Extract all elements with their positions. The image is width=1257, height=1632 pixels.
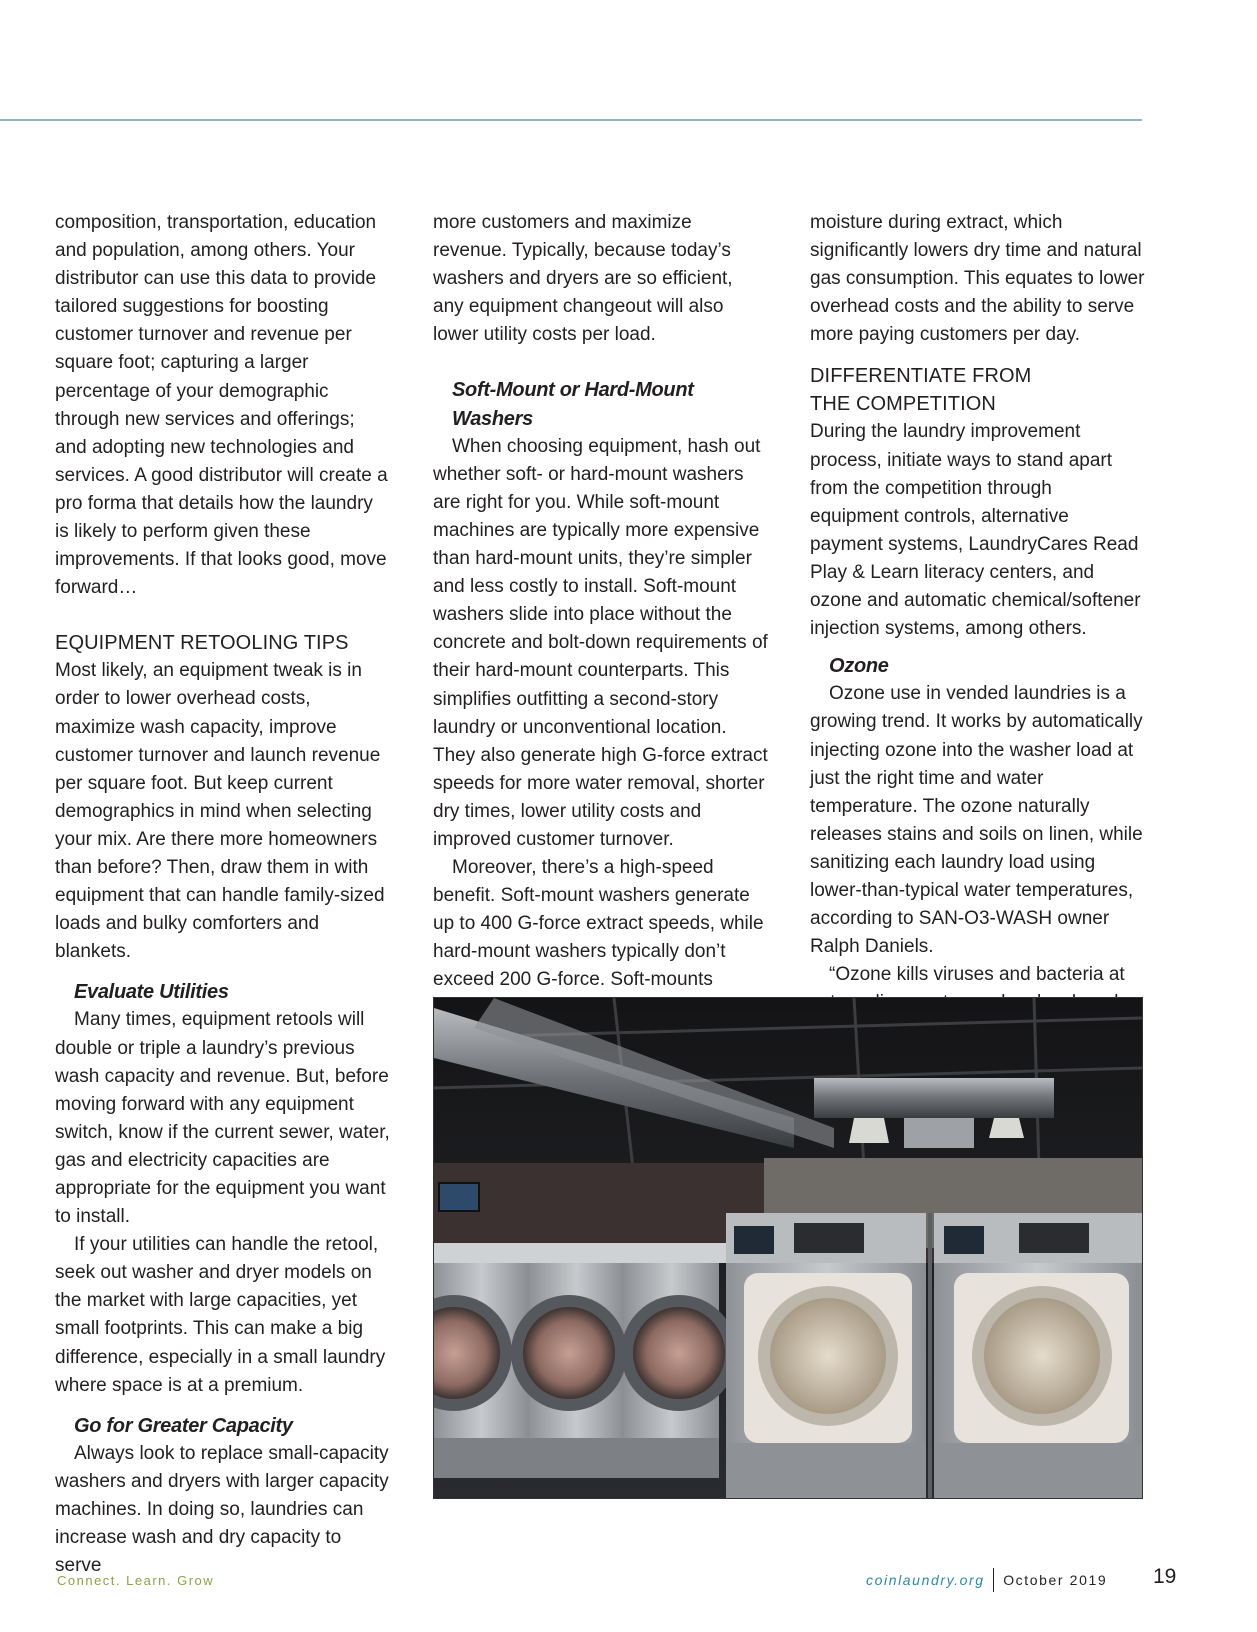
paragraph: Many times, equipment retools will double or triple a laundry’s previous wash capacity and revenue. But, before moving forward with any equipment switch, know if the current sewer, water, gas and electricity capacities are appropriate for the equipment you want to install. bbox=[55, 1009, 390, 1228]
paragraph: Always look to replace small-capacity washers and dryers with larger capacity machines. In doing so, laundries can increase wash and dry capacity to serve bbox=[55, 1442, 389, 1577]
paragraph: During the laundry improvement process, initiate ways to stand apart from the competition through equipment controls, alternative payment systems, LaundryCares Read Play & Learn literacy centers, and ozone and automatic chemical/softener injection systems, among others. bbox=[810, 421, 1141, 640]
subheading: Go for Greater Capacity bbox=[74, 1414, 293, 1437]
paragraph: Most likely, an equipment tweak is in order to lower overhead costs, maximize wash capacity, improve customer turnover and launch revenue per square foot. But keep current demographics in mind when selecting your mix. Are there more homeowners than before? Then, draw them in with equipment that can handle family-sized loads and bulky comforters and blankets. bbox=[55, 660, 385, 963]
paragraph: When choosing equipment, hash out whether soft- or hard-mount washers are right for you. While soft-mount machines are typically more expensive than hard-mount units, they’re simpler and less costly to install. Soft-mount washers slide into place without the concrete and bolt-down requirements of their hard-mount counterparts. This simplifies outfitting a second-story laundry or unconventional location. They also generate high G-force extract speeds for more water removal, shorter dry times, lower utility costs and improved customer turnover. bbox=[433, 435, 768, 850]
header-rule bbox=[0, 119, 1142, 121]
article-column-2 bbox=[433, 209, 768, 1023]
paragraph: moisture during extract, which significantly lowers dry time and natural gas consumption. This equates to lower overhead costs and the ability to serve more paying customers per day. bbox=[810, 212, 1145, 346]
section-heading-line-2: THE COMPETITION bbox=[810, 393, 996, 416]
footer-date: October 2019 bbox=[1003, 1572, 1108, 1588]
paragraph: If your utilities can handle the retool, seek out washer and dryer models on the market with large capacities, yet small footprints. This can make a big difference, especially in a small laundry where space is at a premium. bbox=[55, 1234, 386, 1396]
laundromat-photo bbox=[433, 997, 1143, 1499]
article-column-1 bbox=[55, 209, 390, 1580]
subheading: Soft-Mount or Hard-Mount Washers bbox=[452, 379, 694, 430]
footer-tagline: Connect. Learn. Grow bbox=[57, 1573, 215, 1588]
footer-divider bbox=[993, 1568, 995, 1592]
paragraph: Moreover, there’s a high-speed benefit. Soft-mount washers generate up to 400 G-force extract speeds, while hard-mount washers typically don’t exceed 200 G-force. Soft-mounts bbox=[433, 857, 764, 991]
section-heading bbox=[810, 362, 1145, 418]
subheading: Ozone bbox=[829, 655, 889, 678]
subheading: Evaluate Utilities bbox=[74, 981, 229, 1004]
paragraph: more customers and maximize revenue. Typically, because today’s washers and dryers are so efficient, any equipment changeout will also lower utility costs per load. bbox=[433, 212, 733, 346]
page-number: 19 bbox=[1153, 1565, 1177, 1588]
paragraph: Ozone use in vended laundries is a growing trend. It works by automatically injecting ozone into the washer load at just the right time and water temperature. The ozone naturally releases stains and soils on linen, while sanitizing each laundry load using lower-than-typical water temperatures, according to SAN-O3-WASH owner Ralph Daniels. bbox=[810, 683, 1143, 958]
footer-info bbox=[866, 1566, 1107, 1594]
section-heading-line-1: DIFFERENTIATE FROM bbox=[810, 365, 1032, 388]
section-heading: EQUIPMENT RETOOLING TIPS bbox=[55, 632, 349, 655]
article-column-3 bbox=[810, 209, 1145, 1017]
footer-site-link[interactable]: coinlaundry.org bbox=[866, 1572, 985, 1588]
paragraph: composition, transportation, education and population, among others. Your distributor can use this data to provide tailored suggestions for boosting customer turnover and revenue per square foot; capturing a larger percentage of your demographic through new services and offerings; and adopting new technologies and services. A good distributor will create a pro forma that details how the laundry is likely to perform given these improvements. If that looks good, move forward… bbox=[55, 212, 388, 599]
paragraph: “Ozone kills viruses and bacteria at bbox=[829, 964, 1125, 986]
